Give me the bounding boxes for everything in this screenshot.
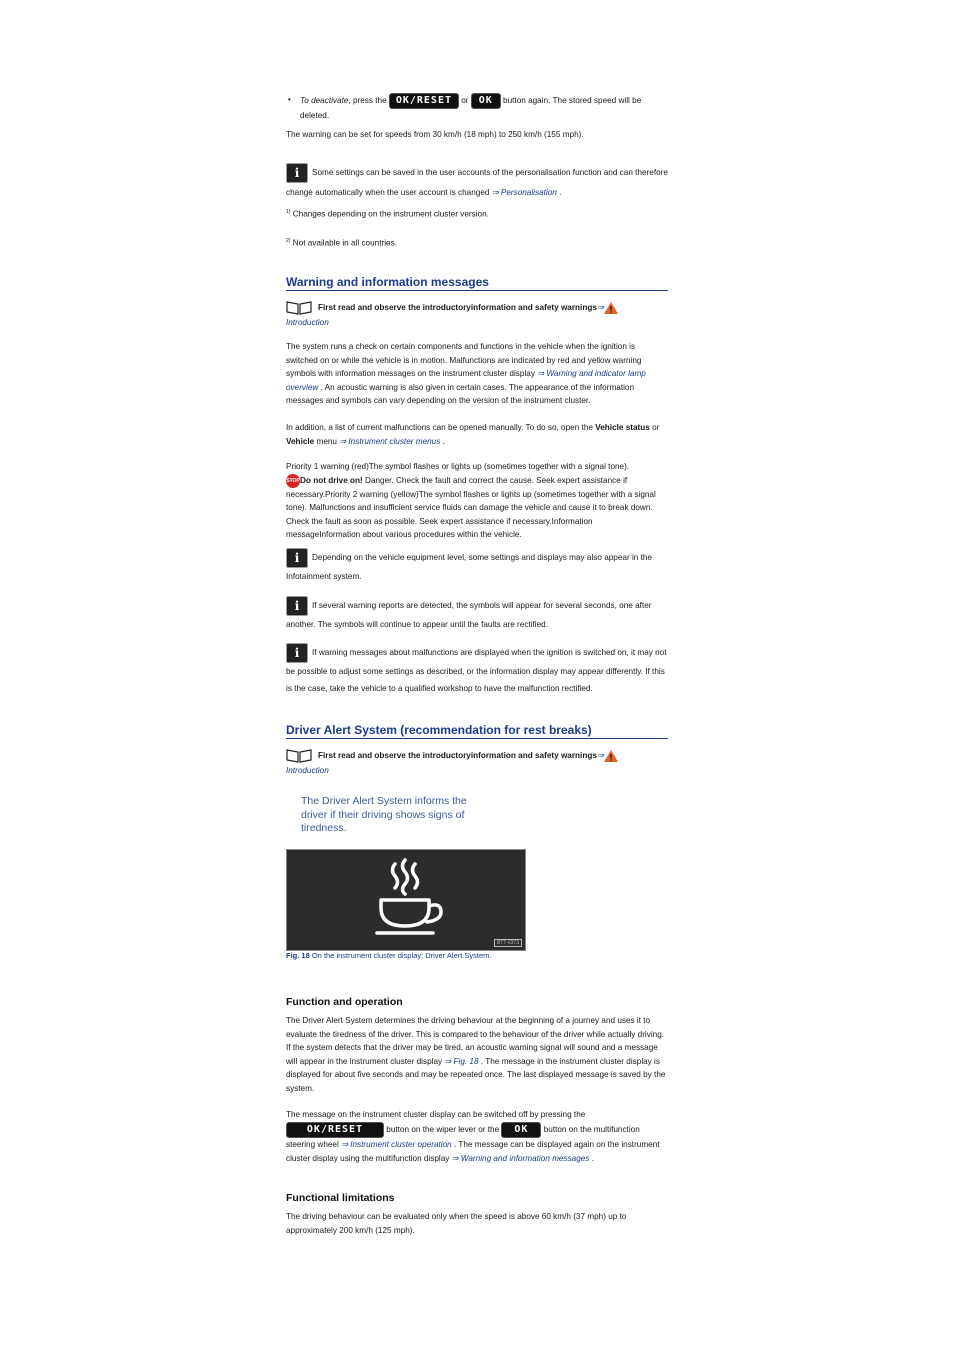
info-icon: i xyxy=(286,163,308,183)
function-para-2 xyxy=(286,1108,668,1166)
intro-safety-note xyxy=(286,300,668,330)
note-ignition-warnings xyxy=(286,643,668,697)
deactivate-text: , press the xyxy=(348,96,389,106)
note-text: Some settings can be saved in the user accounts of the personalisation function and can therefore change automatically when the user account is changed xyxy=(286,168,668,197)
info-icon: i xyxy=(286,643,308,663)
para-text: The system runs a check on certain components and functions in the vehicle when the ignition is switched on or while the vehicle is in motion. Malfunctions are indicated by red and yellow warning symbols with information messages on the instrument cluster display xyxy=(286,342,642,378)
para-text: button on the wiper lever or the xyxy=(384,1125,502,1135)
para-text: Danger. Check the fault and correct the cause. Seek expert assistance if necessary.Priority 2 warning (yellow)The symbol flashes or lights up (sometimes together with a signal tone). Malfunctions and insufficient service fluids can damage the vehicle and cause it to break down. Check the fault as soon as possible. Seek expert assistance if necessary.Information messageInformation about various procedures within the vehicle. xyxy=(286,475,656,539)
para-text: Priority 1 warning (red)The symbol flashes or lights up (sometimes together with a signal tone). xyxy=(286,462,630,471)
stop-icon: STOP xyxy=(286,474,300,488)
note-text: If several warning reports are detected, the symbols will appear for several seconds, one after another. The symbols will continue to appear until the faults are rectified. xyxy=(286,601,652,629)
do-not-drive-text: Do not drive on! xyxy=(300,475,363,485)
note-personalisation xyxy=(286,163,668,202)
subheading-function-operation: Function and operation xyxy=(286,996,403,1008)
para-text: menu xyxy=(314,436,340,446)
introduction-link[interactable]: Introduction xyxy=(286,318,329,327)
para-text: . The message can be displayed again on the instrument cluster display using the multifunction display xyxy=(286,1140,660,1163)
ok-reset-button-icon: OK/RESET xyxy=(389,93,459,109)
note-text: Depending on the vehicle equipment level, some settings and displays may also appear in the Infotainment system. xyxy=(286,553,652,581)
ok-reset-button-icon: OK/RESET xyxy=(286,1122,384,1138)
note-text: If warning messages about malfunctions are displayed when the ignition is switched on, it may not be possible to adjust some settings as described, or the information display may appear differently. If this is the case, take the vehicle to a qualified workshop to have the malfunction rectified. xyxy=(286,648,667,693)
figure-code: BTT-0373 xyxy=(494,939,522,947)
figure-caption xyxy=(286,951,492,960)
note-end: . xyxy=(556,188,562,197)
coffee-cup-icon xyxy=(287,850,525,950)
footnote-text: Changes depending on the instrument cluster version. xyxy=(290,209,489,219)
figure-number: Fig. 18 xyxy=(286,951,310,960)
para-text: The message on the instrument cluster display can be switched off by pressing the xyxy=(286,1110,586,1119)
warning-para-2 xyxy=(286,421,668,448)
warning-messages-link[interactable]: ⇒ Warning and information messages xyxy=(451,1154,590,1163)
footnote-1 xyxy=(286,206,668,221)
warning-triangle-icon xyxy=(604,750,618,762)
fig-18-link[interactable]: ⇒ Fig. 18 xyxy=(444,1056,479,1066)
intro-text: First read and observe the introductoryinformation and safety warnings xyxy=(318,751,597,760)
deactivate-text-end: button again. The stored speed will be deleted. xyxy=(300,96,642,120)
para-text: The Driver Alert System determines the driving behaviour at the beginning of a journey and uses it to evaluate the tiredness of the driver. This is compared to the behaviour of the driver while actually driving. If the system detects that the driver may be tired, an acoustic warning signal will sound and a message will appear in the instrument cluster display xyxy=(286,1016,665,1066)
menu-vehicle: Vehicle xyxy=(286,436,315,446)
deactivate-bullet: • To deactivate, press the OK/RESET or OK button again. The stored speed will be deleted. xyxy=(288,95,642,120)
priority-warnings-para xyxy=(286,460,668,542)
instrument-cluster-menus-link[interactable]: ⇒ Instrument cluster menus xyxy=(339,436,441,446)
footnote-mark: 1) xyxy=(286,209,291,215)
warning-para-1 xyxy=(286,340,668,408)
para-text-end: . xyxy=(589,1154,594,1163)
intro-safety-note-2 xyxy=(286,748,668,778)
note-infotainment xyxy=(286,548,668,585)
book-icon xyxy=(286,749,312,763)
note-several-warnings xyxy=(286,596,668,633)
info-icon: i xyxy=(286,596,308,616)
intro-text: First read and observe the introductoryinformation and safety warnings xyxy=(318,303,597,312)
deactivate-label: To deactivate xyxy=(300,96,349,106)
para-text: or xyxy=(649,423,660,432)
limitations-para: The driving behaviour can be evaluated only when the speed is above 60 km/h (37 mph) up to approximately 200 km/h (125 mph). xyxy=(286,1212,627,1235)
para-text-end: . An acoustic warning is also given in certain cases. The appearance of the information messages and symbols can vary depending on the version of the instrument cluster. xyxy=(286,382,635,405)
intro-arrow: ⇒ xyxy=(596,303,604,312)
figure-driver-alert xyxy=(286,849,526,951)
ok-button-icon: OK xyxy=(501,1122,541,1138)
subheading-functional-limitations: Functional limitations xyxy=(286,1192,395,1204)
info-icon: i xyxy=(286,548,308,568)
footnote-mark: 2) xyxy=(286,238,291,244)
intro-arrow: ⇒ xyxy=(596,751,604,760)
book-icon xyxy=(286,301,312,315)
introduction-link[interactable]: Introduction xyxy=(286,766,329,775)
para-text: In addition, a list of current malfunctions can be opened manually. To do so, open the xyxy=(286,423,596,432)
instrument-cluster-operation-link[interactable]: ⇒ Instrument cluster operation xyxy=(341,1140,452,1149)
footnote-text: Not available in all countries. xyxy=(290,238,397,248)
para-text-end: . The message in the instrument cluster display is displayed for about five seconds and may be repeated once. The last displayed message is saved by the system. xyxy=(286,1056,666,1093)
warning-range-text: The warning can be set for speeds from 30 km/h (18 mph) to 250 km/h (155 mph). xyxy=(286,130,584,139)
footnote-2 xyxy=(286,235,668,250)
or-text: or xyxy=(458,96,471,106)
personalisation-link[interactable]: ⇒ Personalisation xyxy=(491,188,557,197)
driver-alert-callout: The Driver Alert System informs the driver if their driving shows signs of tiredness. xyxy=(301,795,467,834)
para-text-end: . xyxy=(440,436,445,446)
function-para-1 xyxy=(286,1014,668,1095)
ok-button-icon: OK xyxy=(471,93,501,109)
menu-vehicle-status: Vehicle status xyxy=(595,423,650,432)
section-title-driver-alert: Driver Alert System (recommendation for rest breaks) xyxy=(286,723,668,739)
para-text: button on the multifunction steering wheel xyxy=(286,1125,640,1149)
warning-triangle-icon xyxy=(604,302,618,314)
caption-text: On the instrument cluster display: Driver Alert System. xyxy=(309,951,492,960)
section-title-warning-messages: Warning and information messages xyxy=(286,275,668,291)
warning-lamp-overview-link[interactable]: ⇒ Warning and indicator lamp overview xyxy=(286,369,646,392)
